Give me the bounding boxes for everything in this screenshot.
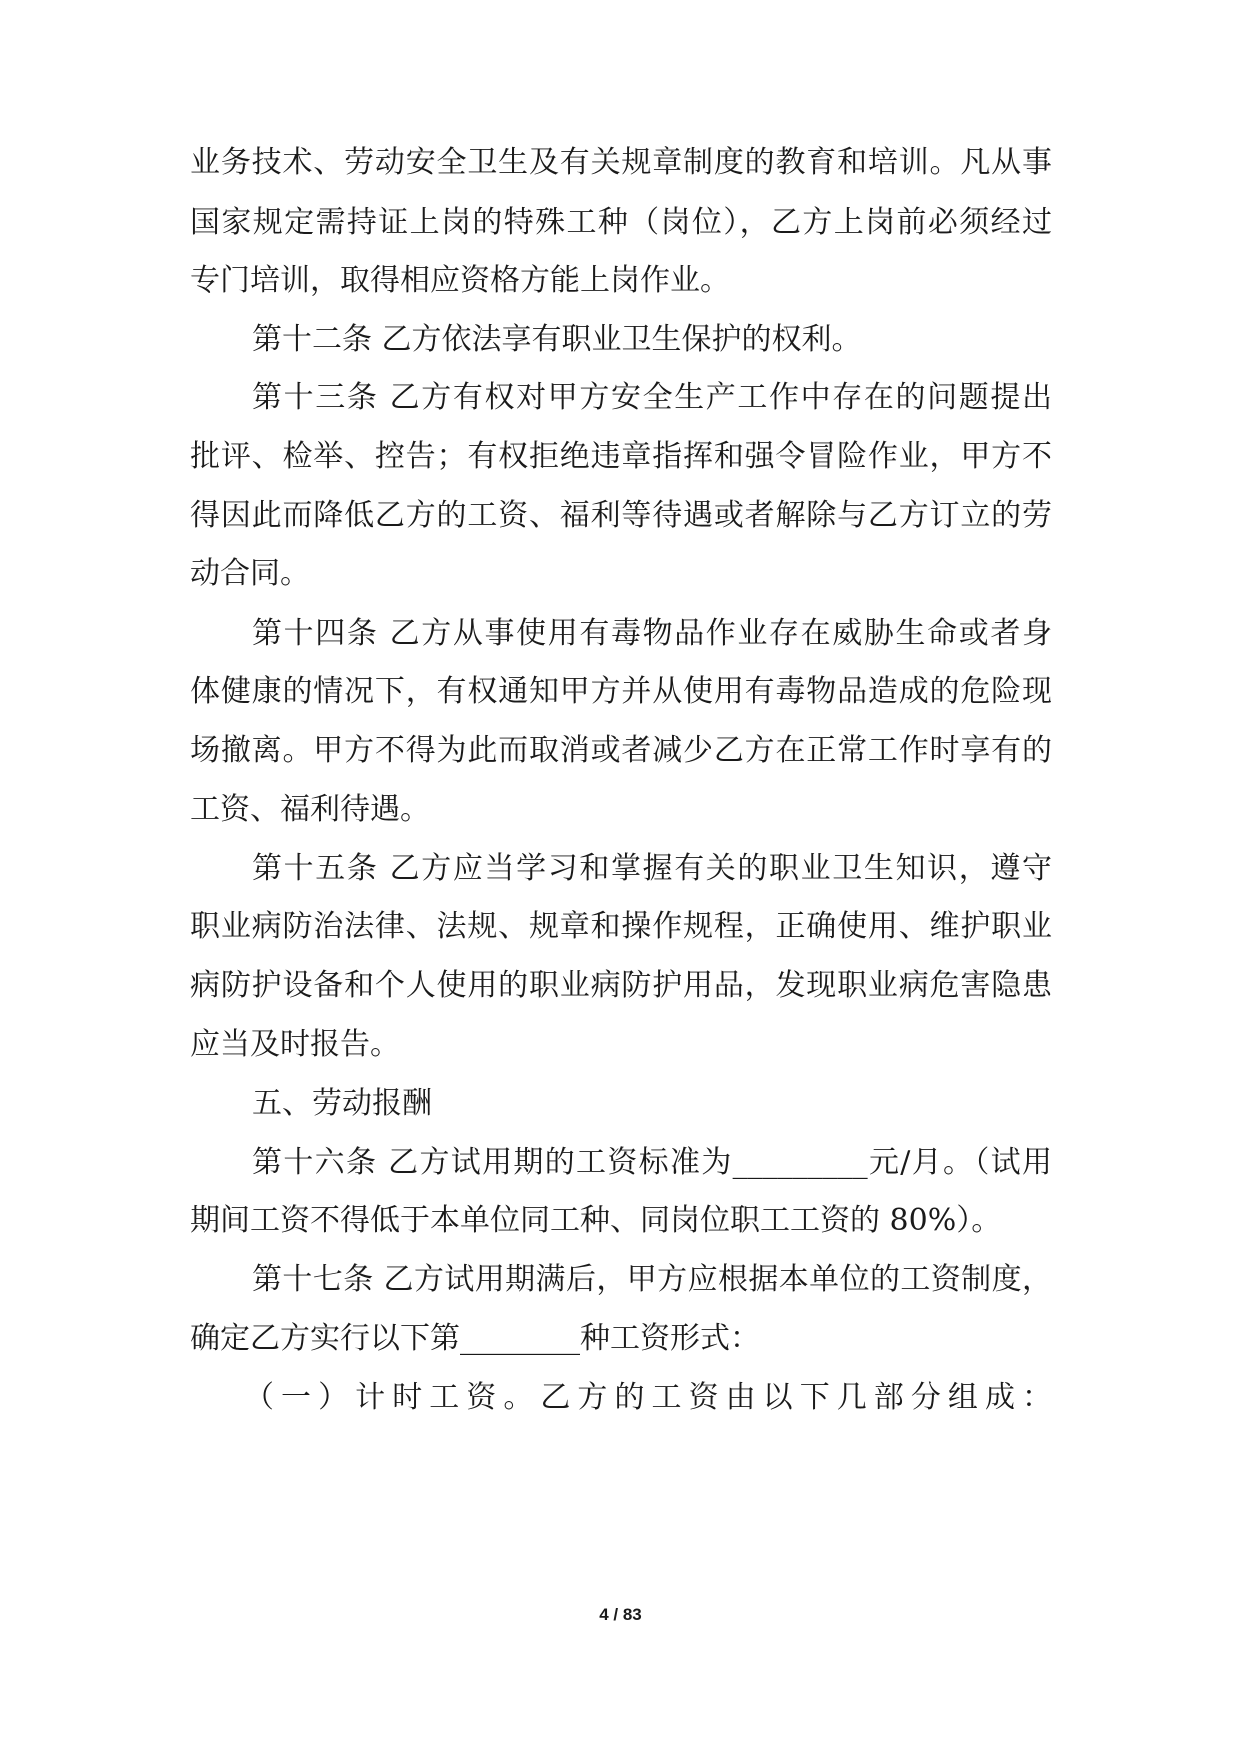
text-line: 工资、福利待遇。 — [190, 792, 430, 827]
text-line: 动合同。 — [190, 556, 310, 591]
article-13: 第十三条 乙方有权对甲方安全生产工作中存在的问题提出 — [252, 380, 1052, 415]
text-line: 专门培训，取得相应资格方能上岗作业。 — [190, 263, 730, 298]
article-15: 第十五条 乙方应当学习和掌握有关的职业卫生知识，遵守 — [252, 851, 1052, 886]
text-line: 确定乙方实行以下第________种工资形式： — [190, 1321, 760, 1356]
text-line: 批评、检举、控告；有权拒绝违章指挥和强令冒险作业，甲方不 — [190, 439, 1052, 474]
article-14: 第十四条 乙方从事使用有毒物品作业存在威胁生命或者身 — [252, 616, 1052, 651]
article-17: 第十七条 乙方试用期满后，甲方应根据本单位的工资制度， — [252, 1262, 1052, 1297]
text-line: 期间工资不得低于本单位同工种、同岗位职工工资的 80%）。 — [190, 1203, 1002, 1238]
text-line: 职业病防治法律、法规、规章和操作规程，正确使用、维护职业 — [190, 909, 1052, 944]
text-line: 业务技术、劳动安全卫生及有关规章制度的教育和培训。凡从事 — [190, 145, 1052, 180]
text-line: 国家规定需持证上岗的特殊工种（岗位），乙方上岗前必须经过 — [190, 205, 1052, 240]
item-1: （一）计时工资。乙方的工资由以下几部分组成： — [244, 1380, 1052, 1415]
text-line: 病防护设备和个人使用的职业病防护用品，发现职业病危害隐患 — [190, 968, 1052, 1003]
text-line: 场撤离。甲方不得为此而取消或者减少乙方在正常工作时享有的 — [190, 733, 1052, 768]
page-number: 4 / 83 — [599, 1605, 642, 1624]
article-16: 第十六条 乙方试用期的工资标准为_________元/月。（试用 — [252, 1145, 1052, 1180]
article-12: 第十二条 乙方依法享有职业卫生保护的权利。 — [252, 322, 862, 357]
section-heading: 五、劳动报酬 — [252, 1086, 432, 1121]
text-line: 体健康的情况下，有权通知甲方并从使用有毒物品造成的危险现 — [190, 674, 1052, 709]
text-line: 应当及时报告。 — [190, 1027, 400, 1062]
text-line: 得因此而降低乙方的工资、福利等待遇或者解除与乙方订立的劳 — [190, 498, 1052, 533]
